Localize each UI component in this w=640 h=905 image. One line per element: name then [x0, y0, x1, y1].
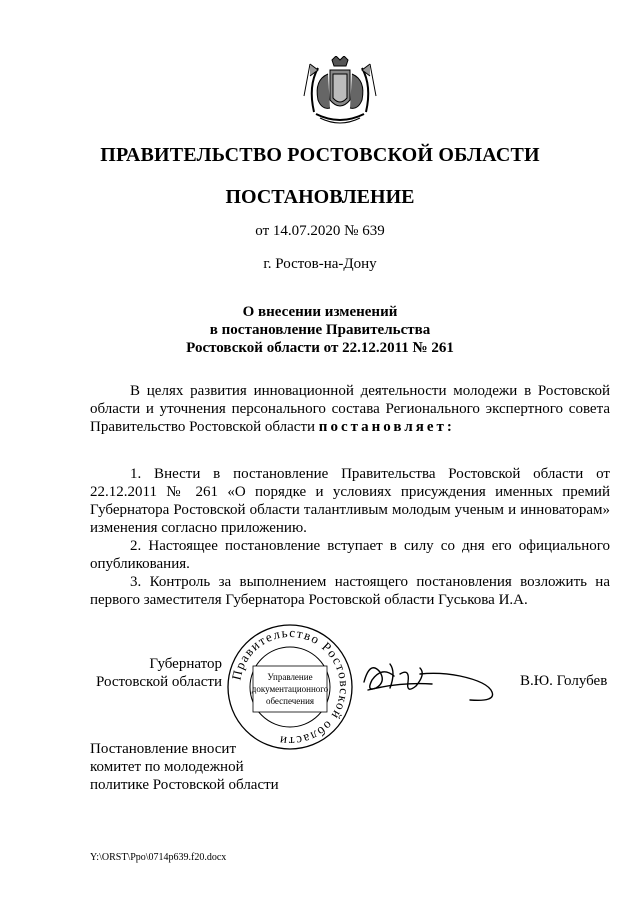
preamble-paragraph	[90, 382, 610, 436]
decree-item-3	[90, 573, 610, 609]
government-title: ПРАВИТЕЛЬСТВО РОСТОВСКОЙ ОБЛАСТИ	[100, 144, 540, 166]
signatory-title-line: Ростовской области	[96, 674, 222, 690]
submitted-by-note	[90, 740, 350, 794]
decrees-word: постановляет:	[318, 419, 455, 435]
document-type: ПОСТАНОВЛЕНИЕ	[225, 186, 415, 208]
decree-item-text: 2. Настоящее постановление вступает в силу со дня его официального опубликования.	[90, 538, 610, 572]
subject-line: О внесении изменений	[242, 304, 398, 320]
signatory-title	[90, 655, 222, 691]
file-path: Y:\ORST\Ppo\0714p639.f20.docx	[90, 852, 227, 863]
decree-item-1	[90, 465, 610, 537]
submitted-by-line: Постановление вносит	[90, 741, 237, 757]
decree-subject	[0, 303, 640, 357]
stamp-ring-text: Правительство Ростовской области	[228, 624, 353, 750]
official-stamp	[225, 622, 355, 752]
decree-item-2	[90, 537, 610, 573]
subject-line: Ростовской области от 22.12.2011 № 261	[186, 340, 454, 356]
decree-date-number: от 14.07.2020 № 639	[255, 223, 385, 239]
signatory-name: В.Ю. Голубев	[520, 673, 608, 689]
subject-line: в постановление Правительства	[209, 322, 431, 338]
stamp-center-line: Управление	[267, 672, 313, 682]
decree-city: г. Ростов-на-Дону	[263, 256, 377, 272]
preamble-text: В целях развития инновационной деятельности молодежи в Ростовской области и уточнения персонального состава Регионального экспертного совета Правительство Ростовской области	[90, 383, 610, 435]
stamp-center-line: обеспечения	[265, 696, 315, 706]
submitted-by-line: политике Ростовской области	[90, 777, 279, 793]
decree-item-text: 3. Контроль за выполнением настоящего постановления возложить на первого заместителя Губернатора Ростовской области Гуськова И.А.	[90, 574, 610, 608]
stamp-center-line: документационного	[251, 684, 329, 694]
coat-of-arms-icon	[300, 56, 380, 130]
signatory-title-line: Губернатор	[149, 656, 222, 672]
submitted-by-line: комитет по молодежной	[90, 759, 244, 775]
handwritten-signature	[360, 652, 500, 708]
decree-item-text: 1. Внести в постановление Правительства Ростовской области от 22.12.2011 № 261 «О порядке и условиях присуждения именных премий Губернатора Ростовской области талантливым молодым ученым и инноваторам» изменения согласно приложению.	[90, 466, 610, 536]
